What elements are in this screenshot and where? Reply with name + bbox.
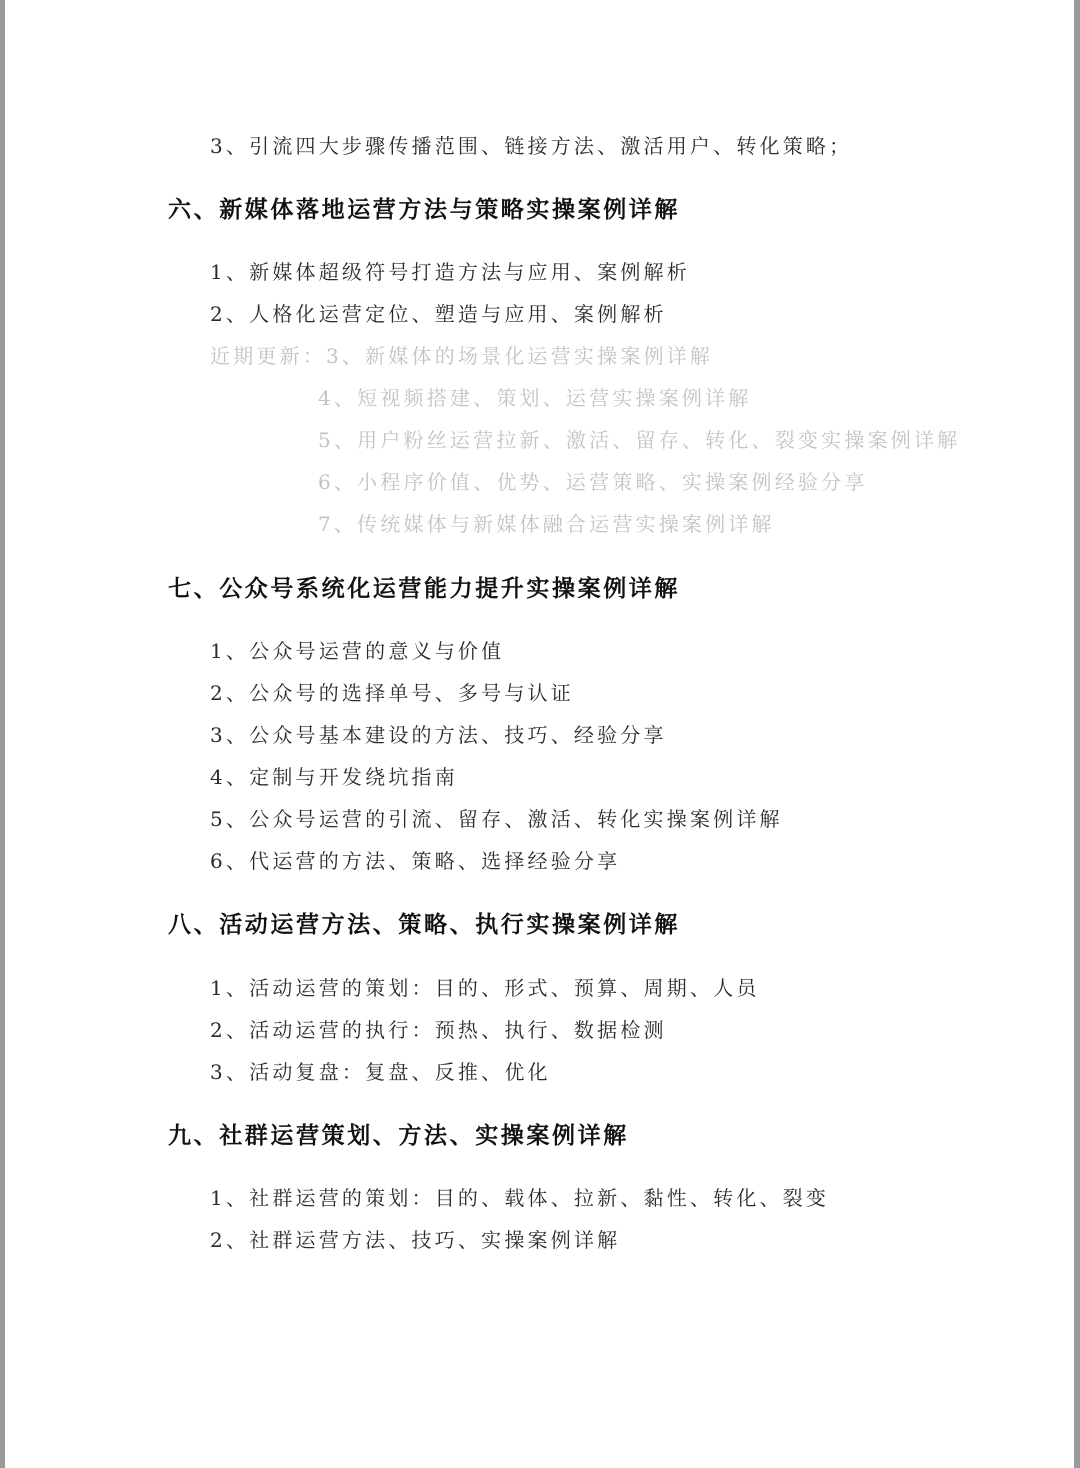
list-item: 2、公众号的选择单号、多号与认证 bbox=[210, 681, 574, 705]
list-item: 2、社群运营方法、技巧、实操案例详解 bbox=[210, 1228, 621, 1252]
list-item: 2、人格化运营定位、塑造与应用、案例解析 bbox=[210, 302, 667, 326]
list-item: 3、公众号基本建设的方法、技巧、经验分享 bbox=[210, 723, 667, 747]
recent-update-item: 6、小程序价值、优势、运营策略、实操案例经验分享 bbox=[318, 470, 868, 494]
page-edge-right bbox=[1074, 0, 1080, 1468]
section-heading-9: 九、社群运营策划、方法、实操案例详解 bbox=[168, 1122, 629, 1149]
list-item: 1、公众号运营的意义与价值 bbox=[210, 639, 505, 663]
list-item: 1、活动运营的策划：目的、形式、预算、周期、人员 bbox=[210, 976, 760, 1000]
section-heading-7: 七、公众号系统化运营能力提升实操案例详解 bbox=[168, 575, 680, 602]
section-heading-8: 八、活动运营方法、策略、执行实操案例详解 bbox=[168, 911, 680, 938]
recent-update-item: 4、短视频搭建、策划、运营实操案例详解 bbox=[318, 386, 752, 410]
list-item: 1、新媒体超级符号打造方法与应用、案例解析 bbox=[210, 260, 690, 284]
list-item: 3、引流四大步骤传播范围、链接方法、激活用户、转化策略； bbox=[210, 134, 853, 158]
recent-update-item: 7、传统媒体与新媒体融合运营实操案例详解 bbox=[318, 512, 775, 536]
page-edge-left bbox=[0, 0, 5, 1468]
list-item: 5、公众号运营的引流、留存、激活、转化实操案例详解 bbox=[210, 807, 783, 831]
list-item: 3、活动复盘：复盘、反推、优化 bbox=[210, 1060, 551, 1084]
list-item: 6、代运营的方法、策略、选择经验分享 bbox=[210, 849, 621, 873]
list-item: 1、社群运营的策划：目的、载体、拉新、黏性、转化、裂变 bbox=[210, 1186, 830, 1210]
list-item: 2、活动运营的执行：预热、执行、数据检测 bbox=[210, 1018, 667, 1042]
section-heading-6: 六、新媒体落地运营方法与策略实操案例详解 bbox=[168, 196, 680, 223]
recent-update-item: 近期更新：3、新媒体的场景化运营实操案例详解 bbox=[210, 344, 714, 368]
recent-update-item: 5、用户粉丝运营拉新、激活、留存、转化、裂变实操案例详解 bbox=[318, 428, 961, 452]
list-item: 4、定制与开发绕坑指南 bbox=[210, 765, 458, 789]
